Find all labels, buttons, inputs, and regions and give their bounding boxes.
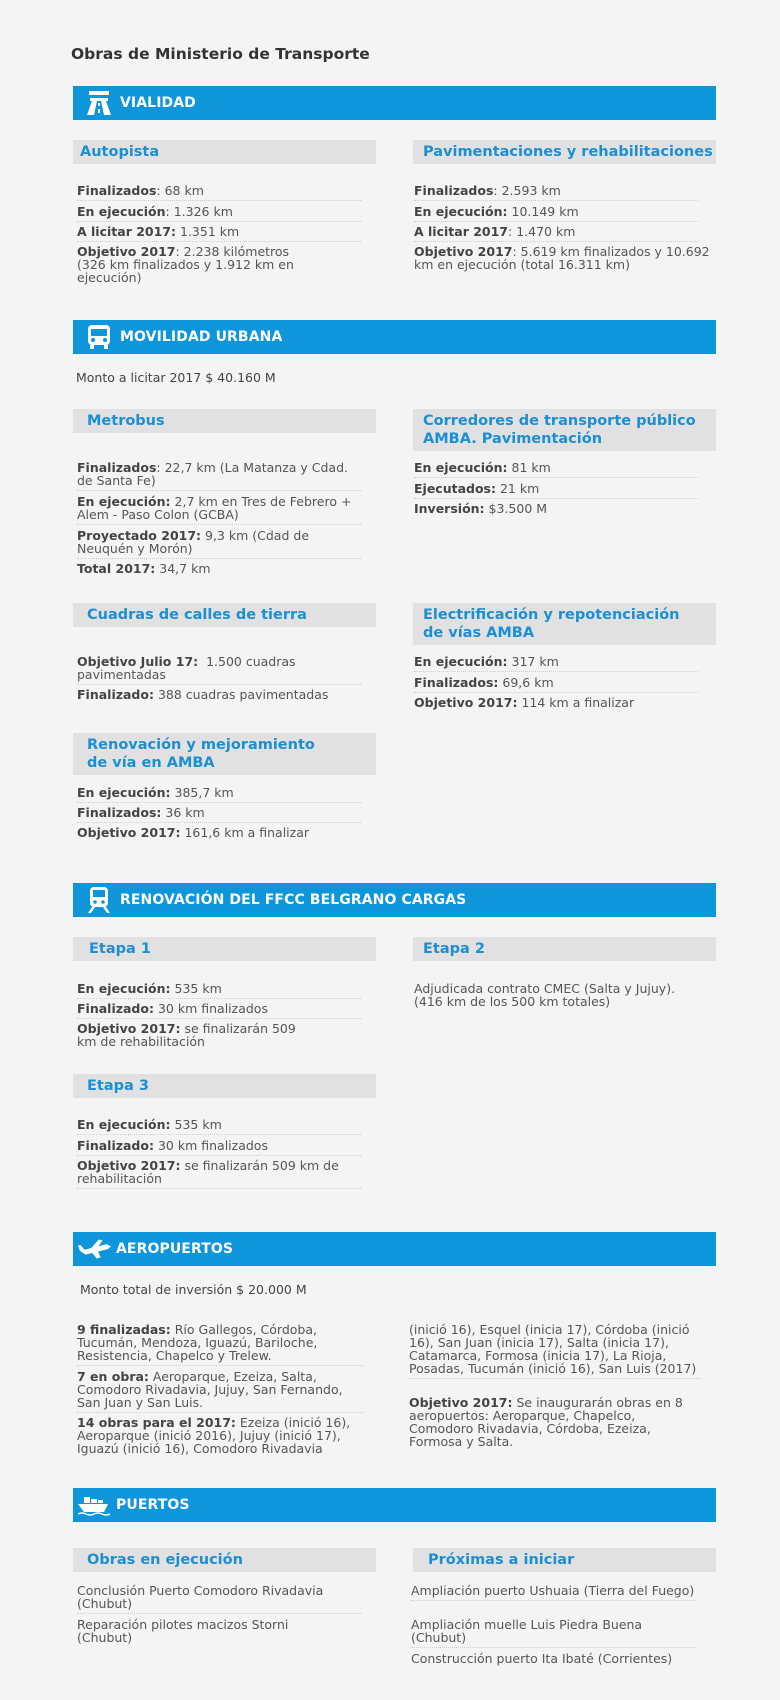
subsection-pavimentaciones xyxy=(413,140,716,164)
list-item: En ejecución: 81 km xyxy=(414,461,698,478)
list-item: Ampliación muelle Luis Piedra Buena (Chubut) xyxy=(411,1618,695,1648)
subsection-etapa-1 xyxy=(73,937,376,961)
subsection-title: Obras en ejecución xyxy=(87,1552,243,1568)
subsection-title: Pavimentaciones y rehabilitaciones xyxy=(423,144,713,160)
subsection-title: Electrificación y repotenciación xyxy=(423,607,680,623)
bus-icon xyxy=(82,320,116,354)
list-item: En ejecución: 2,7 km en Tres de Febrero + Alem - Paso Colon (GCBA) xyxy=(77,495,361,525)
section-aeropuertos xyxy=(73,1232,716,1266)
subsection-title: Renovación y mejoramiento xyxy=(87,737,315,753)
subsection-title: Próximas a iniciar xyxy=(428,1552,575,1568)
list-item: Objetivo 2017: se finalizarán 509 km de rehabilitación xyxy=(77,1159,361,1189)
list-item: Objetivo Julio 17: 1.500 cuadras pavimentadas xyxy=(77,655,361,685)
list-item: Reparación pilotes macizos Storni (Chubut) xyxy=(77,1617,289,1645)
section-title: AEROPUERTOS xyxy=(116,1241,234,1257)
list-item: (inició 16), Esquel (inicia 17), Córdoba (inició 16), San Juan (inicia 17), Salta (inicia 17), Catamarca, Formosa (inicia 17), La Rioja, Posadas, Tucumán (inició 16), San Luis (2017) xyxy=(409,1323,701,1379)
list-item: Finalizados: 2.593 km xyxy=(414,184,698,201)
subsection-title: Etapa 2 xyxy=(423,941,485,957)
section-belgrano-cargas xyxy=(73,883,716,917)
list-item: Objetivo 2017: 114 km a finalizar xyxy=(414,695,635,710)
subsection-title: Etapa 3 xyxy=(87,1078,149,1094)
subsection-metrobus xyxy=(73,409,376,433)
section-puertos xyxy=(73,1488,716,1522)
subsection-corredores xyxy=(413,409,716,451)
subsection-title: Cuadras de calles de tierra xyxy=(87,607,307,623)
list-item: Finalizados: 69,6 km xyxy=(414,676,698,693)
list-item: 14 obras para el 2017: Ezeiza (inició 16), Aeroparque (inició 2016), Jujuy (inició 17), Iguazú (inició 16), Comodoro Rivadavia xyxy=(77,1415,351,1456)
list-item: Finalizados: 68 km xyxy=(77,184,361,201)
list-item: Objetivo 2017: Se inaugurarán obras en 8 aeropuertos: Aeroparque, Chapelco, Comodoro Rivadavia, Córdoba, Ezeiza, Formosa y Salta. xyxy=(409,1395,683,1449)
list-item: 9 finalizadas: Río Gallegos, Córdoba, Tucumán, Mendoza, Iguazú, Bariloche, Resistencia, Chapelco y Trelew. xyxy=(77,1323,363,1366)
list-item: En ejecución: 385,7 km xyxy=(77,786,361,803)
section-title: RENOVACIÓN DEL FFCC BELGRANO CARGAS xyxy=(120,892,467,908)
subsection-title: Etapa 1 xyxy=(89,941,151,957)
airplane-icon xyxy=(78,1232,112,1266)
list-item: Proyectado 2017: 9,3 km (Cdad de Neuquén y Morón) xyxy=(77,529,361,559)
section-movilidad-urbana xyxy=(73,320,716,354)
list-item: En ejecución: 535 km xyxy=(77,982,361,999)
list-item: En ejecución: 535 km xyxy=(77,1118,361,1135)
list-item: Ampliación puerto Ushuaia (Tierra del Fuego) xyxy=(411,1584,695,1601)
subsection-title: Corredores de transporte público xyxy=(423,413,696,429)
subsection-title: de vía en AMBA xyxy=(87,755,215,771)
list-item: Finalizado: 388 cuadras pavimentadas xyxy=(77,687,329,702)
monto-licitar: Monto a licitar 2017 $ 40.160 M xyxy=(76,370,276,385)
subsection-proximas-a-iniciar xyxy=(413,1548,716,1572)
subsection-etapa-3 xyxy=(73,1074,376,1098)
subsection-renovacion xyxy=(73,733,376,775)
etapa-2-text: Adjudicada contrato CMEC (Salta y Jujuy). (416 km de los 500 km totales) xyxy=(414,981,676,1009)
list-item: 7 en obra: Aeroparque, Ezeiza, Salta, Comodoro Rivadavia, Jujuy, San Fernando, San Juan y San Luis. xyxy=(77,1370,363,1413)
subsection-cuadras xyxy=(73,603,376,627)
subsection-title: Metrobus xyxy=(87,413,165,429)
list-item: Construcción puerto Ita Ibaté (Corrientes) xyxy=(411,1651,673,1666)
section-title: MOVILIDAD URBANA xyxy=(120,329,283,345)
list-item: Finalizados: 22,7 km (La Matanza y Cdad. de Santa Fe) xyxy=(77,461,361,491)
subsection-electrificacion xyxy=(413,603,716,645)
list-item: En ejecución: 1.326 km xyxy=(77,205,361,222)
subsection-title: Autopista xyxy=(80,144,160,160)
section-title: PUERTOS xyxy=(116,1497,190,1513)
subsection-title: AMBA. Pavimentación xyxy=(423,431,603,447)
subsection-title: de vías AMBA xyxy=(423,625,535,641)
section-title: VIALIDAD xyxy=(120,95,196,111)
subsection-etapa-2 xyxy=(413,937,716,961)
list-item: En ejecución: 317 km xyxy=(414,655,698,672)
list-item: Objetivo 2017: 2.238 kilómetros (326 km finalizados y 1.912 km en ejecución) xyxy=(77,244,294,285)
list-item: Inversión: $3.500 M xyxy=(414,501,548,516)
page-title: Obras de Ministerio de Transporte xyxy=(71,45,370,63)
list-item: Objetivo 2017: se finalizarán 509 km de rehabilitación xyxy=(77,1021,296,1049)
subsection-obras-en-ejecucion xyxy=(73,1548,376,1572)
list-item: A licitar 2017: 1.351 km xyxy=(77,225,361,242)
highway-icon xyxy=(82,86,116,120)
list-item: En ejecución: 10.149 km xyxy=(414,205,698,222)
monto-inversion: Monto total de inversión $ 20.000 M xyxy=(80,1282,307,1297)
list-item: Finalizado: 30 km finalizados xyxy=(77,1139,361,1156)
ship-icon xyxy=(78,1488,112,1522)
list-item: Ejecutados: 21 km xyxy=(414,482,698,499)
list-item: Total 2017: 34,7 km xyxy=(77,561,211,576)
list-item: Finalizado: 30 km finalizados xyxy=(77,1002,361,1019)
list-item: Conclusión Puerto Comodoro Rivadavia (Chubut) xyxy=(77,1584,361,1614)
subsection-autopista xyxy=(73,140,376,164)
section-vialidad xyxy=(73,86,716,120)
list-item: Finalizados: 36 km xyxy=(77,806,361,823)
train-icon xyxy=(82,883,116,917)
list-item: Objetivo 2017: 5.619 km finalizados y 10.692 km en ejecución (total 16.311 km) xyxy=(414,244,710,272)
list-item: Objetivo 2017: 161,6 km a finalizar xyxy=(77,825,310,840)
list-item: A licitar 2017: 1.470 km xyxy=(414,225,698,242)
